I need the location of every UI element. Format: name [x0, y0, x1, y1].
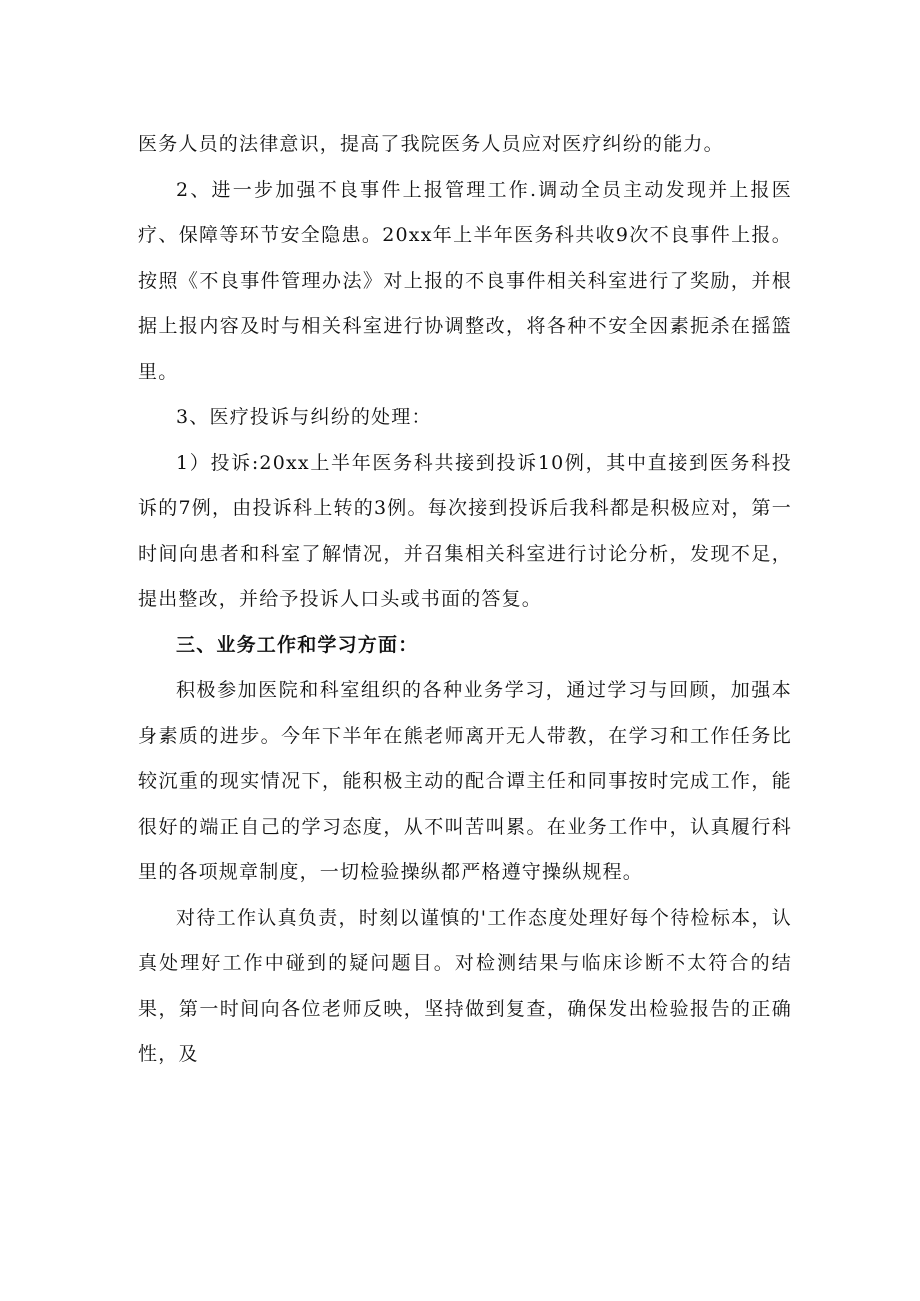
paragraph-complaint-handling-heading: 3、医疗投诉与纠纷的处理：: [176, 406, 432, 428]
document-body: [138, 122, 792, 1078]
paragraph-work-attitude: 对待工作认真负责，时刻以谨慎的'工作态度处理好每个待检标本，认真处理好工作中碰到的疑问题目。对检测结果与临床诊断不太符合的结果，第一时间向各位老师反映，坚持做到复查，确保发出检验报告的正确性，及: [138, 906, 792, 1065]
paragraph-complaints: 1）投诉:20xx上半年医务科共接到投诉10例，其中直接到医务科投诉的7例，由投诉科上转的3例。每次接到投诉后我科都是积极应对，第一时间向患者和科室了解情况，并召集相关科室进行讨论分析，发现不足，提出整改，并给予投诉人口头或书面的答复。: [138, 451, 792, 610]
paragraph-study: 积极参加医院和科室组织的各种业务学习，通过学习与回顾，加强本身素质的进步。今年下半年在熊老师离开无人带教，在学习和工作任务比较沉重的现实情况下，能积极主动的配合谭主任和同事按时完成工作，能很好的端正自己的学习态度，从不叫苦叫累。在业务工作中，认真履行科里的各项规章制度，一切检验操纵都严格遵守操纵规程。: [138, 679, 792, 883]
paragraph-adverse-event-reporting: 2、进一步加强不良事件上报管理工作.调动全员主动发现并上报医疗、保障等环节安全隐患。20xx年上半年医务科共收9次不良事件上报。按照《不良事件管理办法》对上报的不良事件相关科室进行了奖励，并根据上报内容及时与相关科室进行协调整改，将各种不安全因素扼杀在摇篮里。: [138, 178, 792, 383]
paragraph-continuation: 医务人员的法律意识，提高了我院医务人员应对医疗纠纷的能力。: [138, 133, 724, 155]
section-heading-business-study: 三、业务工作和学习方面：: [176, 633, 419, 656]
